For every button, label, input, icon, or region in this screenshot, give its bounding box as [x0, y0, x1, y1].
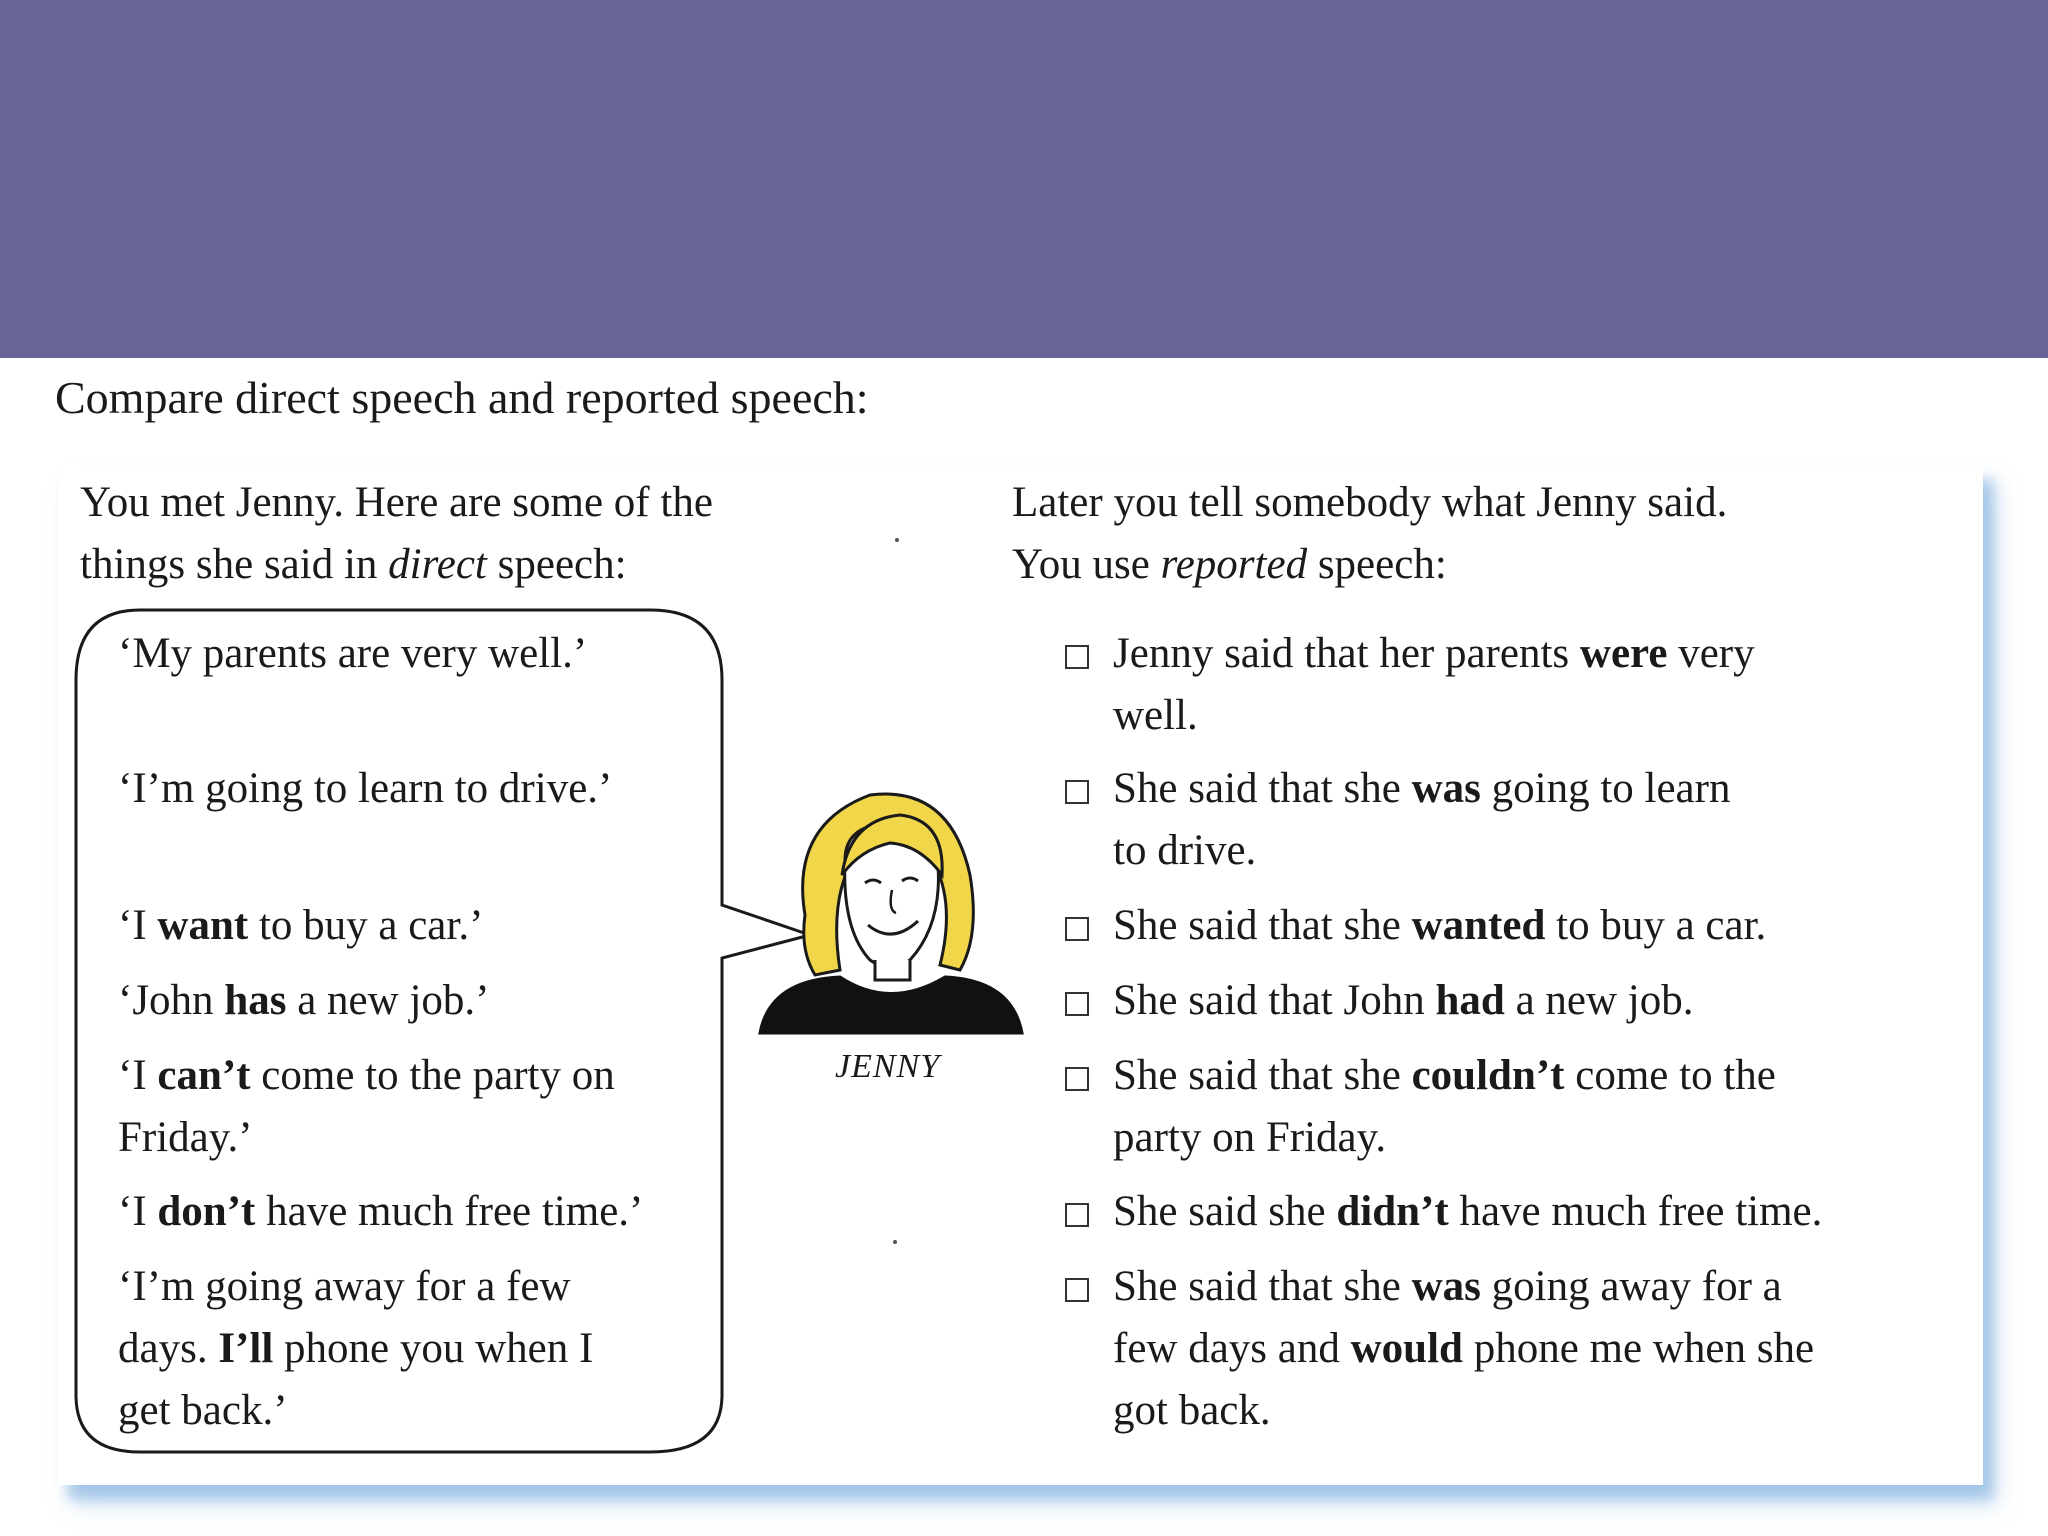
quote-text: ‘I’m going to learn to drive.’	[118, 765, 613, 812]
reported-line	[1113, 758, 1730, 820]
quote-verb: has	[224, 977, 287, 1024]
reported-span: phone me when she	[1462, 1325, 1815, 1372]
reported-verb: was	[1411, 1263, 1481, 1310]
reported-span: Jenny said that her parents	[1113, 630, 1580, 677]
quote-line: ‘I’m going away for a few	[118, 1263, 571, 1310]
reported-verb: would	[1350, 1325, 1463, 1372]
reported-span: She said that John	[1113, 977, 1436, 1024]
reported-span: few days and	[1113, 1325, 1351, 1372]
reported-item-3	[1065, 895, 1766, 957]
reported-span: come to the	[1564, 1052, 1776, 1099]
direct-quote-1	[118, 623, 587, 685]
reported-verb: wanted	[1411, 902, 1546, 949]
quote-line	[118, 1318, 593, 1380]
reported-span: going to learn	[1480, 765, 1731, 812]
checkbox-icon[interactable]	[1065, 1203, 1089, 1227]
left-intro-emphasis: direct	[388, 541, 487, 588]
right-intro-line1: Later you tell somebody what Jenny said.	[1012, 479, 1728, 526]
reported-line	[1113, 1256, 1814, 1318]
quote-text: phone you when I	[273, 1325, 594, 1372]
checkbox-icon[interactable]	[1065, 780, 1089, 804]
reported-verb: couldn’t	[1411, 1052, 1565, 1099]
checkbox-icon[interactable]	[1065, 992, 1089, 1016]
reported-text	[1113, 970, 1694, 1032]
quote-text: days.	[118, 1325, 219, 1372]
checkbox-icon[interactable]	[1065, 1278, 1089, 1302]
direct-quote-3	[118, 895, 483, 957]
reported-text	[1113, 1256, 1814, 1442]
quote-verb: don’t	[157, 1188, 256, 1235]
reported-text	[1113, 623, 1755, 747]
direct-quote-4	[118, 970, 489, 1032]
quote-text: a new job.’	[286, 977, 490, 1024]
reported-span: going away for a	[1480, 1263, 1782, 1310]
checkbox-icon[interactable]	[1065, 1067, 1089, 1091]
reported-line: to drive.	[1113, 827, 1257, 874]
direct-quote-5	[118, 1045, 615, 1169]
right-intro-text-end: speech:	[1307, 541, 1447, 588]
reported-span: She said that she	[1113, 1263, 1412, 1310]
reported-line	[1113, 1318, 1814, 1380]
reported-span: very	[1667, 630, 1755, 677]
checkbox-icon[interactable]	[1065, 645, 1089, 669]
reported-item-5	[1065, 1045, 1776, 1169]
scan-speck	[893, 1240, 897, 1244]
reported-line: well.	[1113, 692, 1198, 739]
reported-text	[1113, 895, 1766, 957]
reported-span: have much free time.	[1448, 1188, 1823, 1235]
reported-item-4	[1065, 970, 1694, 1032]
checkbox-icon[interactable]	[1065, 917, 1089, 941]
quote-text: ‘John	[118, 977, 225, 1024]
reported-item-7	[1065, 1256, 1814, 1442]
right-intro-emphasis: reported	[1160, 541, 1308, 588]
quote-text: ‘I	[118, 1052, 158, 1099]
quote-text: come to the party on	[250, 1052, 615, 1099]
quote-verb: can’t	[157, 1052, 251, 1099]
left-intro-text-end: speech:	[486, 541, 627, 588]
reported-span: a new job.	[1504, 977, 1694, 1024]
reported-span: She said that she	[1113, 902, 1412, 949]
quote-line: Friday.’	[118, 1114, 253, 1161]
reported-span: She said that she	[1113, 765, 1412, 812]
reported-line	[1113, 1045, 1776, 1107]
quote-verb: I’ll	[218, 1325, 274, 1372]
reported-item-1	[1065, 623, 1755, 747]
reported-span: She said she	[1113, 1188, 1337, 1235]
reported-span: to buy a car.	[1545, 902, 1767, 949]
quote-text: ‘My parents are very well.’	[118, 630, 588, 677]
quote-verb: want	[157, 902, 249, 949]
reported-line: got back.	[1113, 1387, 1271, 1434]
reported-verb: didn’t	[1336, 1188, 1449, 1235]
reported-verb: were	[1579, 630, 1668, 677]
reported-text	[1113, 758, 1730, 882]
quote-line	[118, 1045, 615, 1107]
reported-verb: was	[1411, 765, 1481, 812]
direct-quote-7	[118, 1256, 593, 1442]
reported-line: party on Friday.	[1113, 1114, 1387, 1161]
right-intro-text: You use	[1012, 541, 1161, 588]
direct-quote-6	[118, 1181, 643, 1243]
page-title: Compare direct speech and reported speech:	[55, 372, 869, 423]
reported-verb: had	[1435, 977, 1505, 1024]
reported-item-6	[1065, 1181, 1822, 1243]
reported-item-2	[1065, 758, 1730, 882]
left-intro-line1: You met Jenny. Here are some of the	[80, 479, 713, 526]
quote-text: ‘I	[118, 1188, 158, 1235]
reported-line	[1113, 623, 1755, 685]
jenny-illustration-icon	[750, 765, 1030, 1045]
quote-line: get back.’	[118, 1387, 288, 1434]
quote-text: to buy a car.’	[248, 902, 484, 949]
scan-speck	[895, 538, 899, 542]
quote-text: ‘I	[118, 902, 158, 949]
jenny-caption: JENNY	[835, 1048, 941, 1085]
quote-text: have much free time.’	[255, 1188, 644, 1235]
reported-span: She said that she	[1113, 1052, 1412, 1099]
direct-quote-2	[118, 758, 612, 820]
reported-text	[1113, 1181, 1822, 1243]
reported-text	[1113, 1045, 1776, 1169]
left-intro-text: things she said in	[80, 541, 389, 588]
